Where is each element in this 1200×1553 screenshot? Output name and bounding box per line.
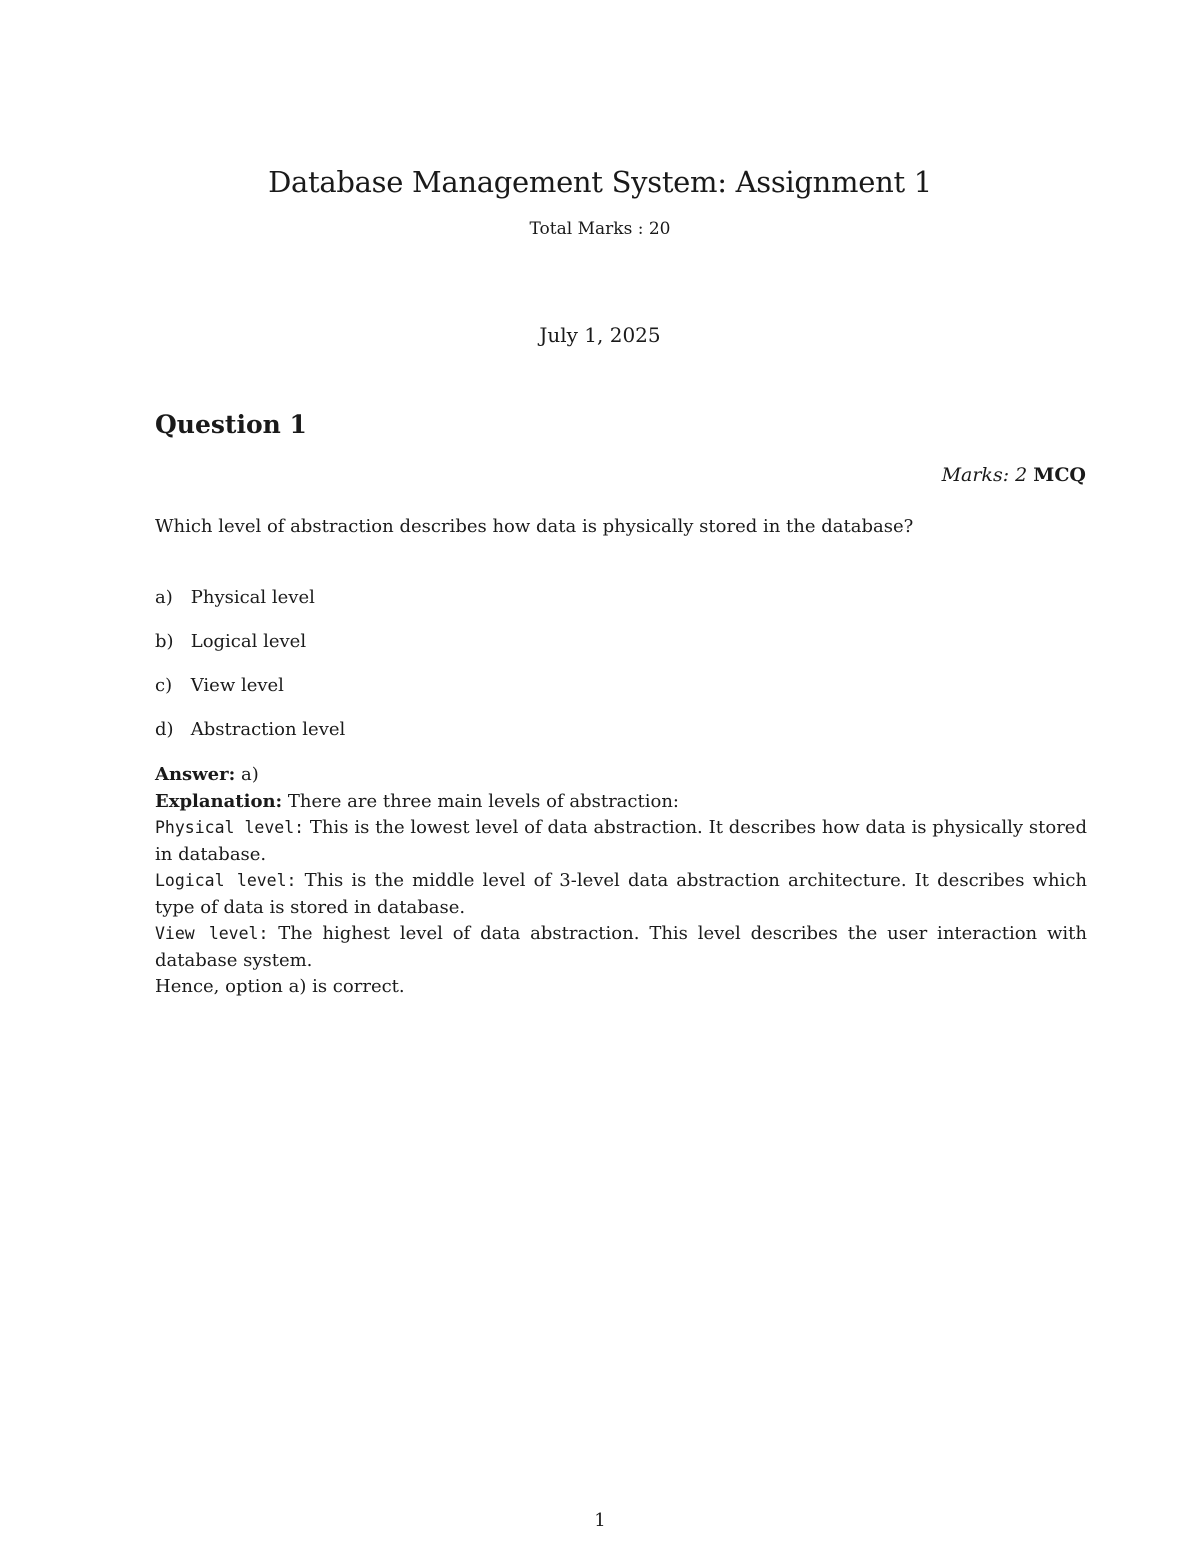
physical-level-explanation bbox=[155, 815, 1087, 868]
explanation-intro: There are three main levels of abstraction: bbox=[287, 790, 679, 812]
option-a bbox=[155, 586, 345, 630]
answer-label: Answer: bbox=[155, 764, 236, 785]
conclusion: Hence, option a) is correct. bbox=[155, 976, 405, 997]
option-text: Abstraction level bbox=[190, 719, 346, 740]
explanation-label: Explanation: bbox=[155, 790, 283, 812]
options-list bbox=[155, 586, 345, 762]
page-number: 1 bbox=[594, 1510, 606, 1531]
level-term: Physical level: bbox=[155, 818, 305, 837]
level-description: The highest level of data abstraction. This level describes the user interaction with database system. bbox=[155, 923, 1087, 971]
marks-type: MCQ bbox=[1033, 464, 1086, 486]
option-letter: d) bbox=[155, 719, 174, 740]
level-term: Logical level: bbox=[155, 871, 297, 890]
marks-line bbox=[942, 463, 1086, 487]
total-marks: Total Marks : 20 bbox=[529, 219, 671, 239]
answer-value: a) bbox=[241, 764, 259, 785]
option-b bbox=[155, 630, 345, 674]
level-term: View level: bbox=[155, 924, 269, 943]
document-title: Database Management System: Assignment 1 bbox=[268, 165, 932, 199]
marks-label: Marks: bbox=[941, 464, 1010, 486]
answer-block bbox=[155, 762, 1087, 1001]
option-d bbox=[155, 718, 345, 762]
option-text: View level bbox=[190, 675, 284, 696]
option-text: Logical level bbox=[190, 631, 307, 652]
level-description: This is the lowest level of data abstraction. It describes how data is physically stored in database. bbox=[155, 817, 1087, 865]
explanation-line bbox=[155, 789, 1087, 816]
option-letter: c) bbox=[155, 675, 173, 696]
level-description: This is the middle level of 3-level data abstraction architecture. It describes which type of data is stored in database. bbox=[155, 870, 1087, 918]
option-letter: b) bbox=[155, 631, 174, 652]
answer-line bbox=[155, 762, 1087, 789]
marks-value: 2 bbox=[1015, 464, 1028, 486]
logical-level-explanation bbox=[155, 868, 1087, 921]
option-text: Physical level bbox=[190, 587, 315, 608]
option-c bbox=[155, 674, 345, 718]
view-level-explanation bbox=[155, 921, 1087, 974]
option-letter: a) bbox=[155, 587, 173, 608]
document-date: July 1, 2025 bbox=[539, 323, 661, 347]
question-heading: Question 1 bbox=[155, 410, 307, 439]
question-text: Which level of abstraction describes how data is physically stored in the database? bbox=[155, 516, 914, 537]
